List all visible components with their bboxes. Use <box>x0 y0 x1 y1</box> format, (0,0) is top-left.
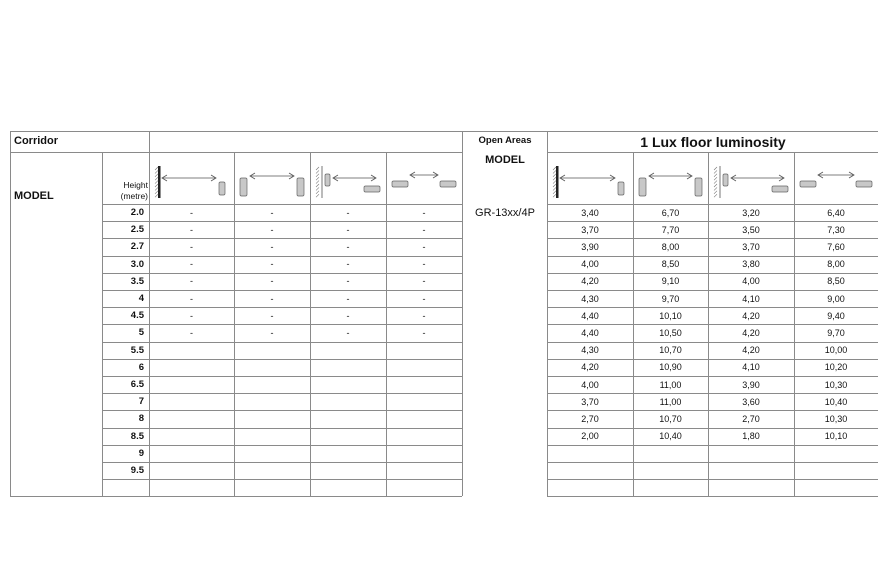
open-area-value-cell: 10,30 <box>824 413 848 424</box>
open-area-value-cell: 3,90 <box>581 241 599 252</box>
height-cell: 8 <box>138 413 144 425</box>
open-area-value-cell <box>633 479 708 496</box>
open-area-value-cell: 3,90 <box>742 379 760 390</box>
corridor-value-cell <box>149 359 234 376</box>
open-area-value-cell <box>547 445 633 462</box>
table-gridline <box>10 131 11 496</box>
corridor-value-cell <box>149 376 234 393</box>
open-area-value-cell <box>547 462 633 479</box>
height-label <box>104 178 148 204</box>
corridor-value-cell: - <box>346 207 350 218</box>
corridor-value-cell: - <box>346 310 350 321</box>
corridor-value-cell: - <box>190 207 193 218</box>
corridor-value-cell: - <box>422 207 426 218</box>
open-area-value-cell: 4,40 <box>581 327 599 338</box>
wall-to-ceiling-corridor-icon <box>314 164 382 200</box>
corridor-value-cell <box>386 376 462 393</box>
corridor-value-cell: - <box>270 207 274 218</box>
corridor-value-cell <box>386 428 462 445</box>
corridor-value-cell <box>310 479 386 496</box>
open-area-value-cell: 10,70 <box>659 413 682 424</box>
open-area-value-cell <box>547 479 633 496</box>
open-area-value-cell: 4,20 <box>742 327 760 338</box>
corridor-value-cell <box>386 479 462 496</box>
wall-to-ceiling-open-icon <box>712 164 790 200</box>
height-cell: 7 <box>138 396 144 408</box>
corridor-value-cell <box>149 445 234 462</box>
open-area-value-cell: 4,10 <box>742 362 760 373</box>
open-areas-model-label: MODEL <box>485 154 525 166</box>
corridor-value-cell: - <box>346 259 350 270</box>
table-gridline <box>547 152 878 153</box>
open-area-value-cell: 10,50 <box>659 327 682 338</box>
open-area-value-cell: 10,20 <box>824 362 848 373</box>
corridor-value-cell <box>310 445 386 462</box>
height-cell: 2.7 <box>130 241 144 253</box>
open-area-value-cell: 10,30 <box>824 379 848 390</box>
corridor-value-cell: - <box>422 327 426 338</box>
open-area-value-cell: 3,70 <box>742 241 760 252</box>
corridor-value-cell <box>310 359 386 376</box>
corridor-value-cell: - <box>190 276 193 287</box>
corridor-value-cell <box>234 393 310 410</box>
open-area-value-cell: 3,40 <box>581 207 599 218</box>
open-area-value-cell: 10,90 <box>659 362 682 373</box>
open-area-value-cell: 4,10 <box>742 293 760 304</box>
open-area-value-cell: 7,70 <box>661 224 680 235</box>
open-area-value-cell: 3,20 <box>742 207 760 218</box>
table-gridline <box>102 496 462 497</box>
corridor-value-cell <box>310 376 386 393</box>
open-area-value-cell: 4,20 <box>742 345 760 356</box>
corridor-value-cell <box>310 462 386 479</box>
corridor-value-cell: - <box>270 276 274 287</box>
wall-to-wall-open-icon <box>551 164 629 200</box>
corridor-value-cell: - <box>422 276 426 287</box>
corridor-value-cell <box>234 376 310 393</box>
open-area-value-cell <box>708 479 794 496</box>
height-cell: 6 <box>138 361 144 373</box>
corridor-model-label: MODEL <box>14 190 54 202</box>
height-cell: 5 <box>138 327 144 339</box>
corridor-value-cell: - <box>346 327 350 338</box>
corridor-value-cell: - <box>270 259 274 270</box>
corridor-value-cell <box>149 410 234 427</box>
open-area-value-cell: 9,70 <box>661 293 680 304</box>
open-area-value-cell: 3,70 <box>581 396 599 407</box>
corridor-value-cell <box>386 393 462 410</box>
ceiling-pair-corridor-icon <box>390 164 458 200</box>
lux-title: 1 Lux floor luminosity <box>640 134 786 150</box>
corridor-value-cell <box>310 428 386 445</box>
corridor-value-cell: - <box>190 241 193 252</box>
open-area-value-cell: 3,70 <box>581 224 599 235</box>
open-area-value-cell: 6,70 <box>661 207 680 218</box>
open-area-value-cell: 2,70 <box>742 413 760 424</box>
corridor-value-cell: - <box>422 224 426 235</box>
corridor-value-cell <box>149 393 234 410</box>
corridor-value-cell <box>234 479 310 496</box>
height-cell: 2.5 <box>130 224 144 236</box>
open-area-value-cell: 4,20 <box>581 276 599 287</box>
open-area-value-cell: 9,00 <box>827 293 845 304</box>
corridor-value-cell <box>310 393 386 410</box>
wall-pair-corridor-icon <box>238 164 306 200</box>
height-cell: 2.0 <box>130 207 144 219</box>
corridor-value-cell: - <box>190 224 193 235</box>
open-area-value-cell: 4,00 <box>581 259 599 270</box>
corridor-value-cell: - <box>346 293 350 304</box>
open-area-value-cell: 9,40 <box>827 310 845 321</box>
corridor-value-cell <box>149 479 234 496</box>
table-gridline <box>10 131 878 132</box>
height-cell: 4 <box>138 293 144 305</box>
corridor-value-cell <box>386 410 462 427</box>
corridor-value-cell: - <box>270 241 274 252</box>
corridor-value-cell: - <box>346 276 350 287</box>
open-area-value-cell: 9,70 <box>827 327 845 338</box>
table-gridline <box>10 496 102 497</box>
open-area-value-cell: 4,30 <box>581 345 599 356</box>
corridor-value-cell <box>386 342 462 359</box>
corridor-value-cell <box>234 342 310 359</box>
open-area-value-cell <box>794 445 878 462</box>
open-area-value-cell: 10,70 <box>659 345 682 356</box>
corridor-value-cell: - <box>422 241 426 252</box>
open-area-value-cell <box>708 445 794 462</box>
open-area-value-cell: 4,00 <box>742 276 760 287</box>
open-area-value-cell <box>794 462 878 479</box>
open-area-value-cell: 10,10 <box>659 310 682 321</box>
height-cell: 4.5 <box>130 310 144 322</box>
open-area-value-cell: 2,70 <box>581 413 599 424</box>
model-name: GR-13xx/4P <box>475 206 535 219</box>
table-gridline <box>547 496 878 497</box>
height-label-line1: Height <box>123 180 148 190</box>
height-cell: 8.5 <box>130 430 144 442</box>
height-cell: 3.5 <box>130 275 144 287</box>
table-gridline <box>10 152 462 153</box>
open-area-value-cell: 4,30 <box>581 293 599 304</box>
table-gridline <box>462 131 463 496</box>
corridor-value-cell: - <box>422 310 426 321</box>
open-area-value-cell: 7,30 <box>827 224 845 235</box>
open-area-value-cell: 4,20 <box>581 362 599 373</box>
corridor-value-cell: - <box>422 293 426 304</box>
corridor-value-cell: - <box>190 259 193 270</box>
corridor-value-cell <box>310 342 386 359</box>
corridor-value-cell: - <box>190 310 193 321</box>
corridor-value-cell <box>234 445 310 462</box>
corridor-value-cell: - <box>270 327 274 338</box>
corridor-value-cell <box>234 462 310 479</box>
open-area-value-cell: 10,40 <box>659 431 682 442</box>
open-area-value-cell: 8,00 <box>827 259 845 270</box>
open-area-value-cell: 11,00 <box>659 396 682 407</box>
open-area-value-cell: 10,00 <box>824 345 848 356</box>
corridor-value-cell <box>149 462 234 479</box>
corridor-value-cell <box>234 428 310 445</box>
corridor-value-cell <box>149 428 234 445</box>
height-cell: 5.5 <box>130 344 144 356</box>
open-area-value-cell: 8,50 <box>827 276 845 287</box>
open-area-value-cell: 11,00 <box>659 379 682 390</box>
open-area-value-cell: 8,00 <box>661 241 680 252</box>
open-area-value-cell: 4,20 <box>742 310 760 321</box>
corridor-value-cell: - <box>270 224 274 235</box>
wall-pair-open-icon <box>637 164 704 200</box>
corridor-title: Corridor <box>14 135 58 147</box>
corridor-value-cell <box>386 359 462 376</box>
corridor-value-cell <box>234 359 310 376</box>
open-area-value-cell: 4,00 <box>581 379 599 390</box>
open-area-value-cell: 3,80 <box>742 259 760 270</box>
open-area-value-cell: 10,40 <box>824 396 848 407</box>
open-area-value-cell <box>794 479 878 496</box>
corridor-value-cell: - <box>270 293 274 304</box>
open-area-value-cell <box>708 462 794 479</box>
open-area-value-cell: 7,60 <box>827 241 845 252</box>
corridor-value-cell: - <box>190 293 193 304</box>
height-cell: 3.0 <box>130 258 144 270</box>
height-cell: 6.5 <box>130 379 144 391</box>
corridor-value-cell: - <box>346 224 350 235</box>
open-area-value-cell: 10,10 <box>824 431 848 442</box>
corridor-value-cell: - <box>270 310 274 321</box>
open-area-value-cell: 6,40 <box>827 207 845 218</box>
corridor-value-cell <box>386 445 462 462</box>
height-label-line2: (metre) <box>120 191 148 201</box>
height-cell: 9.5 <box>130 465 144 477</box>
height-cell <box>102 479 144 496</box>
ceiling-pair-open-icon <box>798 164 874 200</box>
open-area-value-cell: 3,50 <box>742 224 760 235</box>
open-area-value-cell: 1,80 <box>742 431 760 442</box>
corridor-value-cell: - <box>190 327 193 338</box>
corridor-value-cell <box>149 342 234 359</box>
open-area-value-cell: 2,00 <box>581 431 599 442</box>
open-area-value-cell: 3,60 <box>742 396 760 407</box>
open-area-value-cell: 4,40 <box>581 310 599 321</box>
open-area-value-cell: 9,10 <box>661 276 680 287</box>
open-area-value-cell <box>633 445 708 462</box>
corridor-value-cell: - <box>346 241 350 252</box>
height-cell: 9 <box>138 447 144 459</box>
open-area-value-cell <box>633 462 708 479</box>
open-areas-title: Open Areas <box>478 134 532 146</box>
corridor-value-cell <box>234 410 310 427</box>
corridor-value-cell <box>310 410 386 427</box>
wall-to-wall-corridor-icon <box>153 164 230 200</box>
corridor-value-cell: - <box>422 259 426 270</box>
corridor-value-cell <box>386 462 462 479</box>
open-area-value-cell: 8,50 <box>661 259 680 270</box>
